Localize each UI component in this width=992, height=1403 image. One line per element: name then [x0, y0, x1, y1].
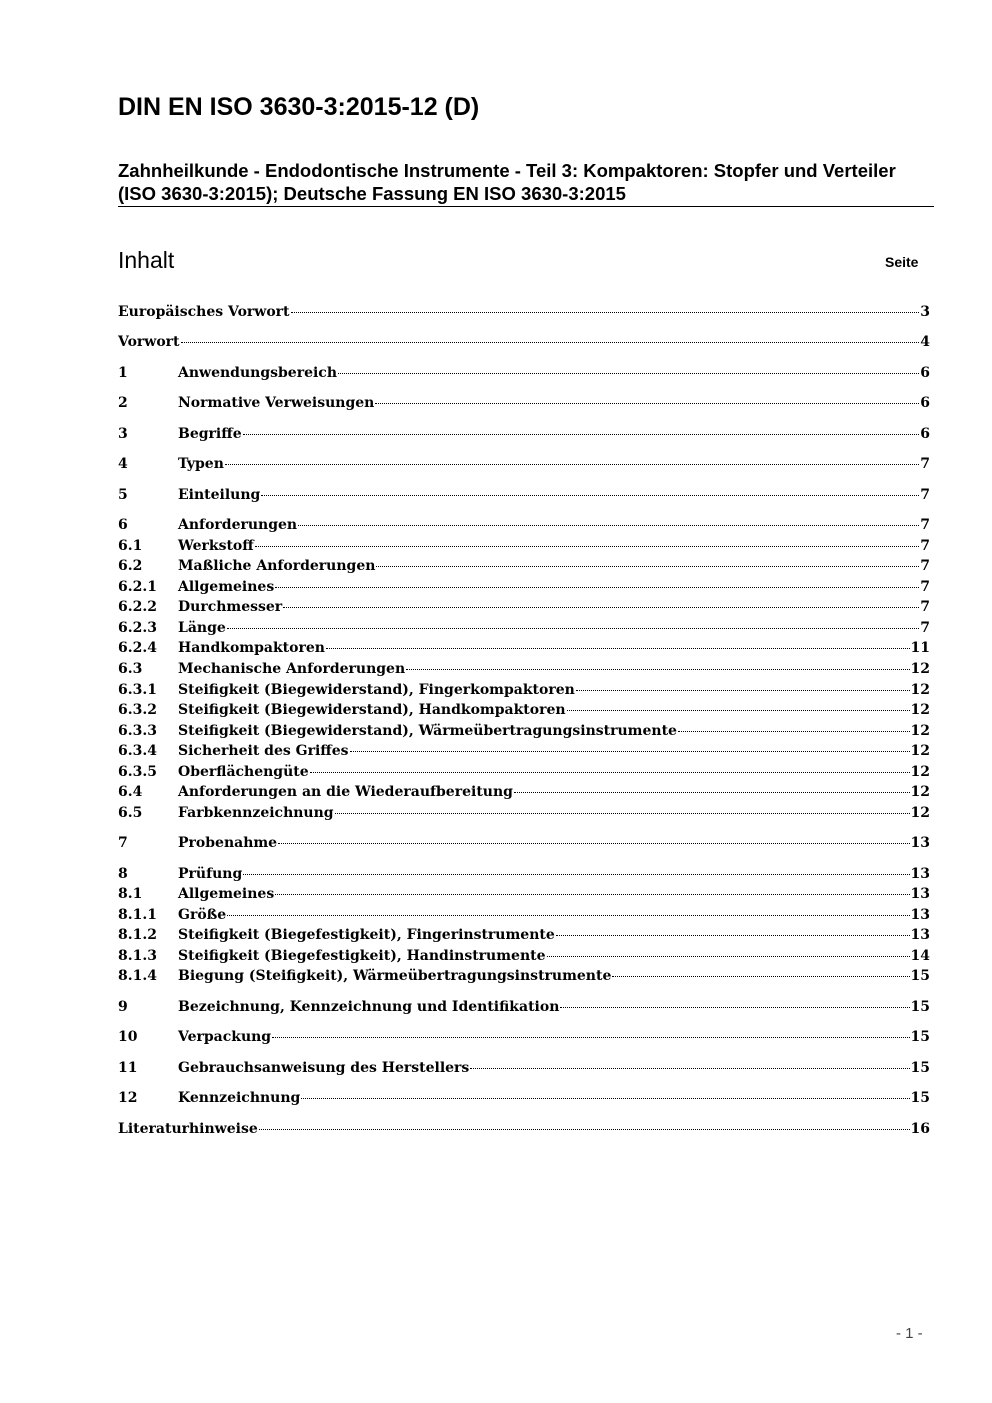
- toc-entry-title: Steifigkeit (Biegewiderstand), Fingerkompaktoren: [178, 682, 575, 698]
- toc-dot-leader: [556, 929, 910, 936]
- footer-page-number: - 1 -: [896, 1325, 923, 1342]
- toc-dot-leader: [227, 622, 919, 629]
- toc-entry-title: Biegung (Steifigkeit), Wärmeübertragungsinstrumente: [178, 968, 612, 984]
- toc-dot-leader: [470, 1062, 909, 1069]
- toc-entry-page: 15: [910, 1060, 930, 1076]
- toc-entry[interactable]: [118, 302, 930, 322]
- toc-entry-title: Durchmesser: [178, 599, 283, 615]
- toc-entry-page: 7: [920, 456, 930, 472]
- toc-page-column-label: Seite: [885, 254, 919, 270]
- toc-entry-page: 12: [910, 805, 930, 821]
- toc-entry-title: Steifigkeit (Biegewiderstand), Handkompaktoren: [178, 702, 566, 718]
- toc-entry-page: 3: [920, 304, 930, 320]
- toc-dot-leader: [376, 560, 919, 567]
- toc-dot-leader: [275, 888, 909, 895]
- toc-entry-title: Werkstoff: [178, 538, 254, 554]
- toc-entry[interactable]: [118, 1119, 930, 1139]
- toc-entry-title: Steifigkeit (Biegewiderstand), Wärmeübertragungsinstrumente: [178, 723, 677, 739]
- toc-entry-page: 7: [920, 487, 930, 503]
- toc-entry[interactable]: [118, 762, 930, 782]
- toc-entry-number: 8.1: [118, 886, 143, 902]
- toc-entry-page: 15: [910, 1090, 930, 1106]
- toc-entry-number: 2: [118, 395, 128, 411]
- toc-dot-leader: [567, 704, 910, 711]
- toc-entry-number: 6.3.2: [118, 702, 157, 718]
- toc-entry-title: Verpackung: [178, 1029, 272, 1045]
- toc-dot-leader: [227, 909, 909, 916]
- toc-entry-title: Sicherheit des Griffes: [178, 743, 349, 759]
- toc-entry-page: 7: [920, 517, 930, 533]
- toc-entry-number: 8.1.4: [118, 968, 157, 984]
- toc-dot-leader: [326, 642, 910, 649]
- toc-entry-page: 15: [910, 1029, 930, 1045]
- toc-entry[interactable]: [118, 1058, 930, 1078]
- toc-entry-title: Kennzeichnung: [178, 1090, 301, 1106]
- toc-entry-title: Steifigkeit (Biegefestigkeit), Fingerinstrumente: [178, 927, 555, 943]
- toc-entry-title: Normative Verweisungen: [178, 395, 375, 411]
- toc-entry-title: Typen: [178, 456, 224, 472]
- toc-entry-number: 11: [118, 1060, 138, 1076]
- toc-entry-page: 11: [910, 640, 930, 656]
- toc-entry-title: Anforderungen: [178, 517, 298, 533]
- toc-entry-page: 13: [910, 866, 930, 882]
- toc-dot-leader: [350, 745, 910, 752]
- toc-dot-leader: [310, 766, 910, 773]
- toc-entry[interactable]: [118, 925, 930, 945]
- toc-entry-title: Europäisches Vorwort: [118, 304, 290, 320]
- toc-dot-leader: [225, 458, 919, 465]
- toc-entry-title: Bezeichnung, Kennzeichnung und Identifikation: [178, 999, 560, 1015]
- toc-entry[interactable]: [118, 680, 930, 700]
- toc-entry-title: Begriffe: [178, 426, 242, 442]
- toc-entry-title: Länge: [178, 620, 226, 636]
- toc-dot-leader: [560, 1001, 909, 1008]
- toc-entry[interactable]: [118, 782, 930, 802]
- toc-entry-number: 9: [118, 999, 128, 1015]
- toc-entry-page: 7: [920, 599, 930, 615]
- toc-entry[interactable]: [118, 864, 930, 884]
- toc-entry-number: 8.1.3: [118, 948, 157, 964]
- toc-entry-title: Steifigkeit (Biegefestigkeit), Handinstrumente: [178, 948, 546, 964]
- toc-entry-page: 13: [910, 907, 930, 923]
- toc-entry-page: 13: [910, 927, 930, 943]
- toc-entry[interactable]: [118, 1027, 930, 1047]
- toc-entry-title: Gebrauchsanweisung des Herstellers: [178, 1060, 470, 1076]
- toc-entry-number: 6.3.4: [118, 743, 157, 759]
- toc-entry-number: 6.1: [118, 538, 143, 554]
- toc-entry-page: 12: [910, 764, 930, 780]
- toc-dot-leader: [243, 428, 920, 435]
- toc-dot-leader: [259, 1123, 910, 1130]
- toc-entry[interactable]: [118, 485, 930, 505]
- toc-entry-page: 12: [910, 743, 930, 759]
- toc-dot-leader: [612, 970, 909, 977]
- toc-dot-leader: [301, 1092, 909, 1099]
- toc-dot-leader: [375, 397, 919, 404]
- toc-entry[interactable]: [118, 884, 930, 904]
- toc-entry-page: 7: [920, 538, 930, 554]
- toc-entry[interactable]: [118, 721, 930, 741]
- toc-entry-number: 6.2.3: [118, 620, 157, 636]
- toc-entry[interactable]: [118, 833, 930, 853]
- toc-entry[interactable]: [118, 577, 930, 597]
- toc-entry-page: 16: [910, 1121, 930, 1137]
- toc-entry-page: 15: [910, 999, 930, 1015]
- toc-entry-number: 8.1.2: [118, 927, 157, 943]
- toc-entry-number: 7: [118, 835, 128, 851]
- toc-entry-page: 6: [920, 365, 930, 381]
- toc-dot-leader: [298, 519, 919, 526]
- toc-entry[interactable]: [118, 515, 930, 535]
- toc-dot-leader: [283, 601, 919, 608]
- title-divider: [118, 206, 934, 207]
- toc-entry-title: Handkompaktoren: [178, 640, 325, 656]
- toc-entry[interactable]: [118, 424, 930, 444]
- toc-entry[interactable]: [118, 997, 930, 1017]
- toc-dot-leader: [678, 725, 910, 732]
- toc-heading: Inhalt: [118, 247, 175, 273]
- toc-entry-number: 8: [118, 866, 128, 882]
- toc-entry-number: 6.4: [118, 784, 143, 800]
- toc-entry-page: 14: [910, 948, 930, 964]
- toc-dot-leader: [291, 306, 920, 313]
- toc-entry-number: 6.2: [118, 558, 143, 574]
- toc-entry-title: Probenahme: [178, 835, 278, 851]
- toc-entry-number: 5: [118, 487, 128, 503]
- toc-dot-leader: [261, 489, 919, 496]
- toc-entry[interactable]: [118, 393, 930, 413]
- toc-entry-title: Anwendungsbereich: [178, 365, 337, 381]
- toc-entry-title: Größe: [178, 907, 227, 923]
- toc-entry[interactable]: [118, 597, 930, 617]
- toc-entry[interactable]: [118, 700, 930, 720]
- toc-entry[interactable]: [118, 363, 930, 383]
- toc-entry-title: Prüfung: [178, 866, 243, 882]
- toc-entry-page: 7: [920, 620, 930, 636]
- toc-entry-title: Maßliche Anforderungen: [178, 558, 376, 574]
- toc-entry-page: 12: [910, 784, 930, 800]
- toc-entry[interactable]: [118, 1088, 930, 1108]
- toc-dot-leader: [406, 663, 909, 670]
- toc-entry[interactable]: [118, 638, 930, 658]
- toc-dot-leader: [547, 950, 910, 957]
- toc-entry-number: 6.3: [118, 661, 143, 677]
- toc-entry[interactable]: [118, 803, 930, 823]
- toc-entry[interactable]: [118, 946, 930, 966]
- document-title: DIN EN ISO 3630-3:2015-12 (D): [118, 93, 480, 121]
- toc-dot-leader: [243, 868, 909, 875]
- toc-entry[interactable]: [118, 618, 930, 638]
- toc-entry-number: 4: [118, 456, 128, 472]
- toc-entry-number: 12: [118, 1090, 138, 1106]
- toc-entry-page: 4: [920, 334, 930, 350]
- toc-entry[interactable]: [118, 741, 930, 761]
- toc-entry-title: Oberflächengüte: [178, 764, 309, 780]
- toc-entry-title: Anforderungen an die Wiederaufbereitung: [178, 784, 513, 800]
- toc-entry[interactable]: [118, 536, 930, 556]
- toc-entry-page: 12: [910, 682, 930, 698]
- toc-entry-number: 8.1.1: [118, 907, 157, 923]
- toc-entry-title: Allgemeines: [178, 579, 275, 595]
- toc-entry[interactable]: [118, 332, 930, 352]
- toc-entry-page: 6: [920, 426, 930, 442]
- toc-entry-number: 6.3.1: [118, 682, 157, 698]
- toc-entry-page: 12: [910, 661, 930, 677]
- toc-entry-page: 13: [910, 886, 930, 902]
- toc-entry[interactable]: [118, 905, 930, 925]
- toc-dot-leader: [278, 837, 909, 844]
- toc-entry-number: 10: [118, 1029, 138, 1045]
- toc-entry-number: 3: [118, 426, 128, 442]
- toc-dot-leader: [275, 581, 919, 588]
- toc-entry-page: 12: [910, 702, 930, 718]
- toc-entry-title: Farbkennzeichnung: [178, 805, 334, 821]
- toc-entry-title: Einteilung: [178, 487, 261, 503]
- toc-entry-page: 7: [920, 558, 930, 574]
- toc-dot-leader: [181, 336, 920, 343]
- toc-dot-leader: [272, 1031, 909, 1038]
- toc-entry[interactable]: [118, 556, 930, 576]
- toc-entry-page: 7: [920, 579, 930, 595]
- toc-entry[interactable]: [118, 454, 930, 474]
- toc-entry-page: 6: [920, 395, 930, 411]
- toc-entry-number: 6.2.2: [118, 599, 157, 615]
- toc-entry-title: Literaturhinweise: [118, 1121, 258, 1137]
- toc-entry-number: 6.3.5: [118, 764, 157, 780]
- toc-entry-number: 6.3.3: [118, 723, 157, 739]
- toc-entry-title: Mechanische Anforderungen: [178, 661, 406, 677]
- toc-entry-number: 1: [118, 365, 128, 381]
- toc-entry[interactable]: [118, 659, 930, 679]
- toc-entry[interactable]: [118, 966, 930, 986]
- toc-entry-number: 6.2.4: [118, 640, 157, 656]
- toc-entry-title: Allgemeines: [178, 886, 275, 902]
- toc-entry-page: 15: [910, 968, 930, 984]
- document-subtitle: Zahnheilkunde - Endodontische Instrumente - Teil 3: Kompaktoren: Stopfer und Verteiler (ISO 3630-3:2015); Deutsche Fassung EN ISO 3630-3:2015: [118, 160, 896, 204]
- toc-entry-number: 6: [118, 517, 128, 533]
- toc-dot-leader: [255, 540, 920, 547]
- toc-entry-page: 13: [910, 835, 930, 851]
- toc-dot-leader: [514, 786, 910, 793]
- toc-entry-title: Vorwort: [118, 334, 180, 350]
- toc-dot-leader: [338, 367, 919, 374]
- toc-entry-page: 12: [910, 723, 930, 739]
- toc-entry-number: 6.5: [118, 805, 143, 821]
- toc-dot-leader: [576, 684, 910, 691]
- toc-entry-number: 6.2.1: [118, 579, 157, 595]
- toc-dot-leader: [335, 807, 910, 814]
